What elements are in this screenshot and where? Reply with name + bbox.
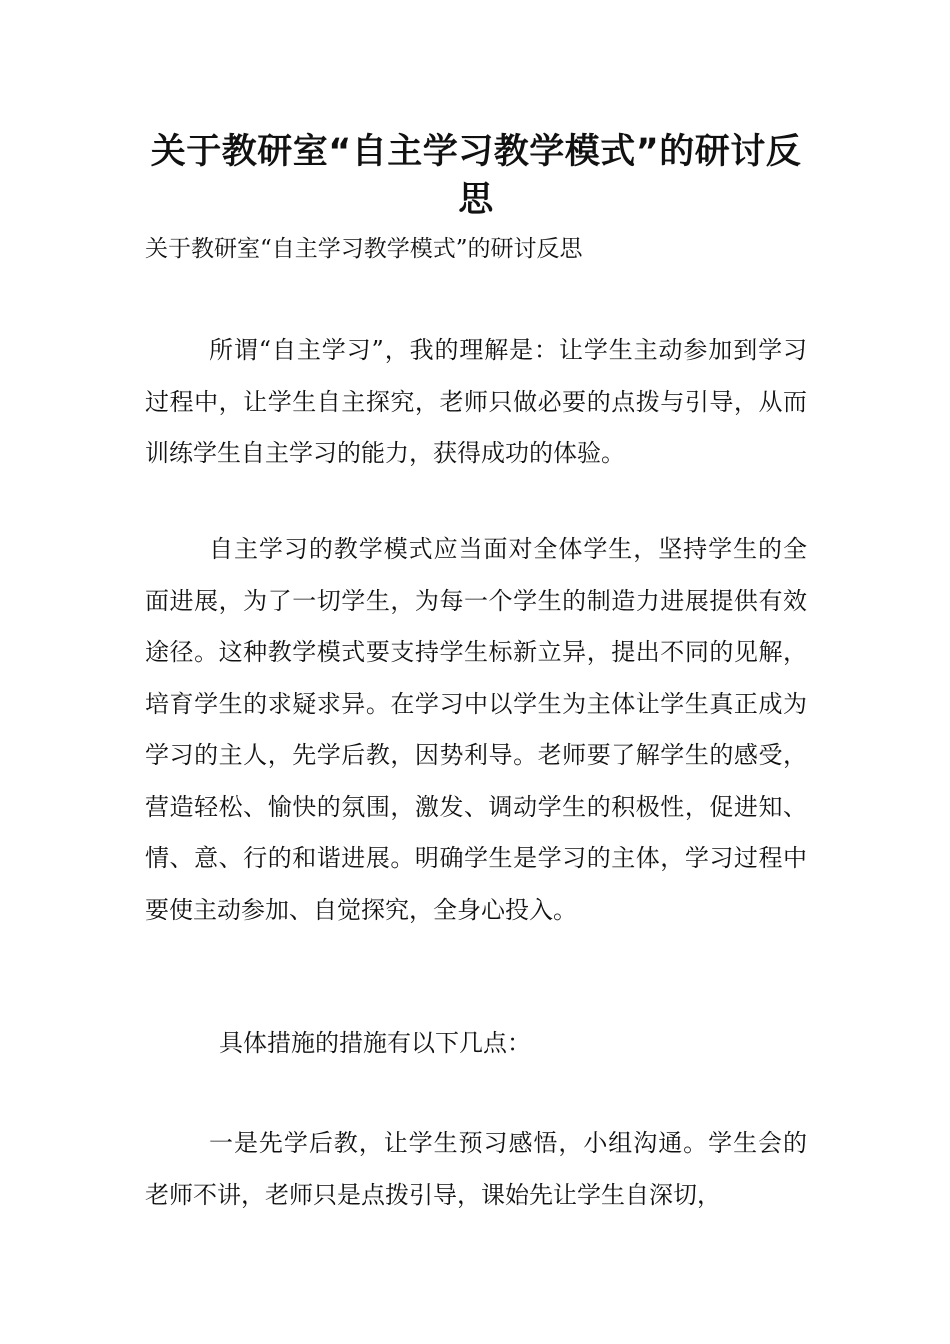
paragraph-definition: 所谓“自主学习”，我的理解是：让学生主动参加到学习过程中，让学生自主探究，老师只做必要的点拨与引导，从而训练学生自主学习的能力，获得成功的体验。: [145, 336, 807, 467]
paragraph-measures-heading: 具体措施的措施有以下几点：: [219, 1029, 531, 1057]
document-subtitle: 关于教研室“自主学习教学模式”的研讨反思: [145, 236, 583, 262]
document-title: 关于教研室“自主学习教学模式”的研讨反思: [150, 132, 802, 220]
paragraph-teaching-mode: 自主学习的教学模式应当面对全体学生，坚持学生的全面进展，为了一切学生，为每一个学生的制造力进展提供有效途径。这种教学模式要支持学生标新立异，提出不同的见解，培育学生的求疑求异。在学习中以学生为主体让学生真正成为学习的主人，先学后教，因势利导。老师要了解学生的感受，营造轻松、愉快的氛围，激发、调动学生的积极性，促进知、情、意、行的和谐进展。明确学生是学习的主体，学习过程中要使主动参加、自觉探究，全身心投入。: [145, 535, 807, 924]
paragraph-measure-one: 一是先学后教，让学生预习感悟，小组沟通。学生会的老师不讲，老师只是点拨引导，课始先让学生自深切，: [145, 1129, 807, 1209]
